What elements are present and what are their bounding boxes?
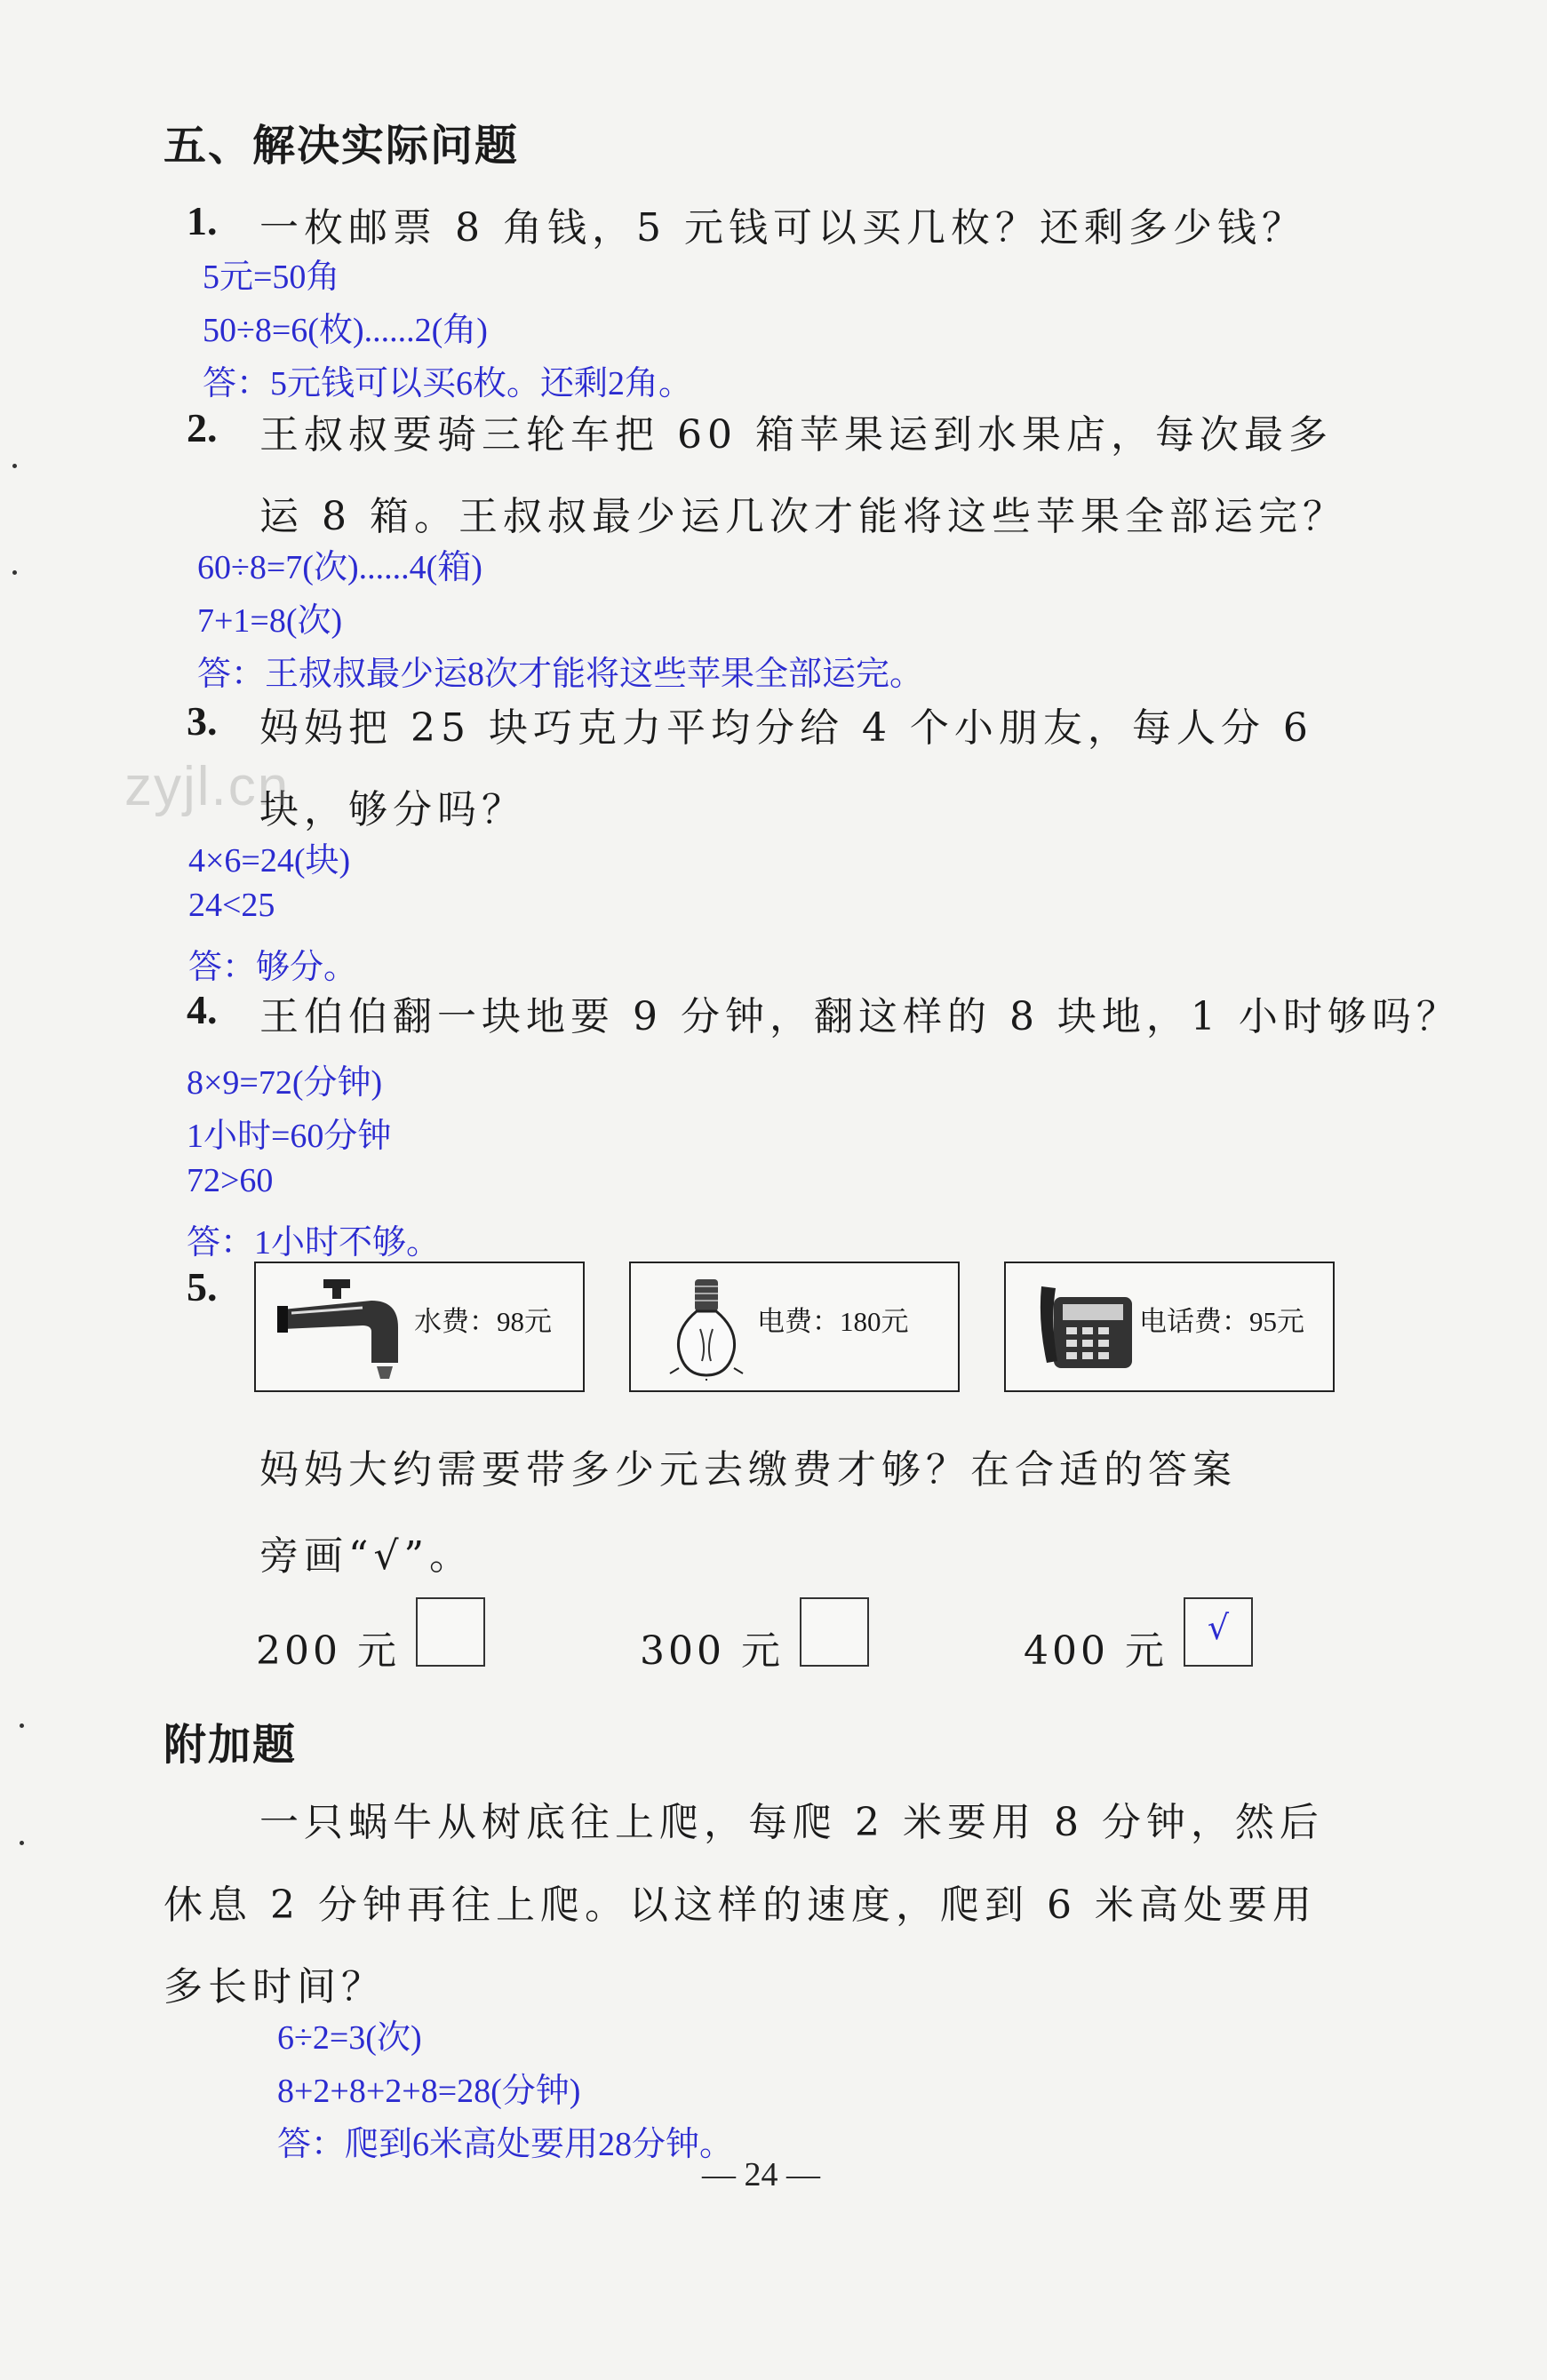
question-3-text-line1: 妈妈把 25 块巧克力平均分给 4 个小朋友，每人分 6 [259,705,1313,751]
choice-400-mark: √ [1207,1608,1230,1647]
extra-answer-line: 8+2+8+2+8=28(分钟) [277,2073,581,2110]
choice-400-checkbox[interactable] [1184,1597,1253,1667]
question-2-answer-sentence: 答：王叔叔最少运8次才能将这些苹果全部运完。 [197,656,924,693]
question-3-number: 3. [187,698,218,744]
water-bill-card [254,1262,585,1392]
question-1-text: 一枚邮票 8 角钱，5 元钱可以买几枚？还剩多少钱？ [259,205,1306,251]
choice-400-label: 400 元 [1024,1628,1168,1674]
scan-speck [12,464,17,468]
section-title: 五、解决实际问题 [163,121,520,171]
question-2-text-line2: 运 8 箱。王叔叔最少运几次才能将这些苹果全部运完？ [259,494,1347,539]
question-5-text-line1: 妈妈大约需要带多少元去缴费才够？在合适的答案 [259,1447,1237,1492]
question-1-answer-line: 50÷8=6(枚)......2(角) [203,312,488,349]
choice-300-label: 300 元 [640,1628,784,1674]
question-2-number: 2. [187,405,218,450]
choice-300-checkbox[interactable] [800,1597,869,1667]
scan-speck [20,1841,24,1845]
lightbulb-icon [666,1276,746,1382]
question-4-text: 王伯伯翻一块地要 9 分钟，翻这样的 8 块地，1 小时够吗？ [259,994,1461,1039]
question-1-answer-line: 5元=50角 [203,259,340,296]
question-1-number: 1. [187,198,218,243]
telephone-icon [1036,1278,1143,1375]
question-5-number: 5. [187,1264,218,1309]
scan-speck [12,570,17,575]
question-3-answer-line: 24<25 [188,887,275,924]
water-bill-label: 水费：98元 [414,1306,552,1337]
question-4-answer-line: 72>60 [187,1162,274,1199]
scan-speck [20,1723,24,1728]
extra-text-line2: 休息 2 分钟再往上爬。以这样的速度，爬到 6 米高处要用 [163,1883,1317,1928]
watermark: zyjl.cn [124,756,291,817]
extra-text-line1: 一只蜗牛从树底往上爬，每爬 2 米要用 8 分钟，然后 [259,1800,1324,1845]
question-5-text-line2: 旁画“√”。 [259,1533,474,1579]
faucet-icon [274,1274,407,1381]
question-4-number: 4. [187,987,218,1032]
question-1-answer-sentence: 答：5元钱可以买6枚。还剩2角。 [203,365,693,402]
phone-bill-label: 电话费：95元 [1139,1306,1304,1337]
question-4-answer-sentence: 答：1小时不够。 [187,1224,441,1262]
question-4-answer-line: 1小时=60分钟 [187,1118,392,1155]
phone-bill-card [1004,1262,1335,1392]
question-3-answer-line: 4×6=24(块) [188,842,351,880]
extra-answer-sentence: 答：爬到6米高处要用28分钟。 [277,2126,734,2163]
choice-200-checkbox[interactable] [416,1597,485,1667]
question-2-answer-line: 7+1=8(次) [197,602,343,640]
question-2-answer-line: 60÷8=7(次)......4(箱) [197,549,482,586]
extra-section-title: 附加题 [163,1720,298,1770]
question-2-text-line1: 王叔叔要骑三轮车把 60 箱苹果运到水果店，每次最多 [259,412,1333,458]
extra-text-line3: 多长时间？ [163,1964,386,2010]
choice-200-label: 200 元 [256,1628,400,1674]
question-4-answer-line: 8×9=72(分钟) [187,1064,383,1102]
extra-answer-line: 6÷2=3(次) [277,2019,422,2057]
electricity-bill-card [629,1262,960,1392]
electricity-bill-label: 电费：180元 [757,1306,909,1337]
page-number: — 24 — [702,2156,820,2193]
question-3-text-line2: 块，够分吗？ [259,787,526,832]
question-3-answer-sentence: 答：够分。 [188,949,358,986]
